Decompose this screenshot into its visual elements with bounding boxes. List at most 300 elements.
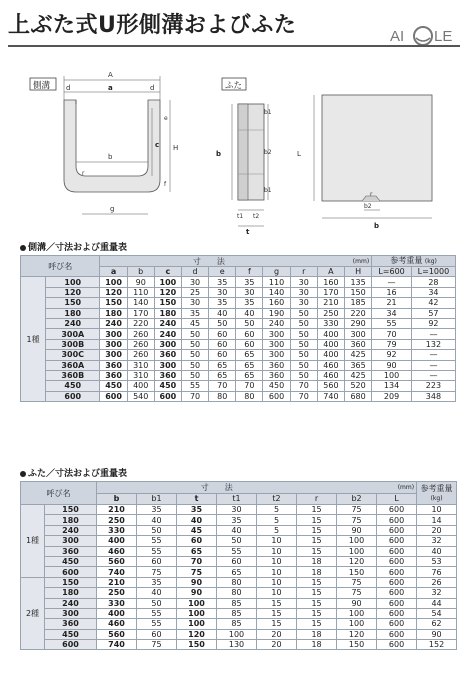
table-cell: 600 [377, 567, 417, 577]
table-cell: — [411, 350, 455, 360]
table-cell: 20 [257, 640, 297, 650]
table-cell: 75 [177, 567, 217, 577]
table-cell: 42 [411, 298, 455, 308]
table-cell: 50 [181, 339, 208, 349]
table-cell: 18 [297, 567, 337, 577]
table-cell: 150 [337, 567, 377, 577]
table-cell: 185 [345, 298, 372, 308]
table-cell: 10 [257, 556, 297, 566]
table-cell: 160 [317, 277, 344, 287]
svg-text:a: a [108, 84, 113, 92]
table-cell: 134 [372, 381, 412, 391]
cover-section-title: ふた／寸法および重量表 [20, 466, 127, 479]
svg-text:d: d [150, 84, 155, 92]
svg-text:f: f [164, 181, 167, 188]
table-cell: 30 [181, 298, 208, 308]
table-row [21, 277, 456, 287]
table-cell: 150 [177, 640, 217, 650]
table-cell: 40 [417, 546, 457, 556]
table-cell: 60 [209, 350, 236, 360]
table-cell: 10 [257, 536, 297, 546]
table-cell: 70 [177, 556, 217, 566]
table-cell: 40 [177, 515, 217, 525]
table-row [21, 287, 456, 297]
table-cell: 50 [290, 370, 317, 380]
table-cell: 180 [154, 308, 181, 318]
table-cell: 55 [137, 619, 177, 629]
group-label: 1種 [21, 277, 46, 402]
table-cell: 50 [290, 339, 317, 349]
table-cell: 300 [263, 339, 290, 349]
table-cell: 220 [127, 318, 154, 328]
table-cell: 240 [154, 318, 181, 328]
table-row [21, 556, 457, 566]
table-row [21, 515, 457, 525]
table-row [21, 598, 457, 608]
table-cell: — [411, 329, 455, 339]
table-cell: 740 [97, 640, 137, 650]
table-cell: 30 [290, 287, 317, 297]
table-cell: 15 [257, 598, 297, 608]
table-cell: 560 [97, 556, 137, 566]
table-cell: 260 [127, 329, 154, 339]
table-cell: 15 [257, 608, 297, 618]
table-cell: 32 [417, 588, 457, 598]
table-cell: 100 [177, 619, 217, 629]
table-cell: 240 [100, 318, 127, 328]
table-cell: 15 [297, 588, 337, 598]
table-cell: 92 [372, 350, 412, 360]
table-cell: 28 [411, 277, 455, 287]
svg-text:c: c [155, 141, 160, 149]
table-cell: 60 [236, 339, 263, 349]
table-cell: 75 [337, 505, 377, 515]
table-cell: 210 [97, 505, 137, 515]
table-cell: 260 [127, 339, 154, 349]
svg-text:b1: b1 [264, 109, 272, 116]
table-row [21, 577, 457, 587]
table-cell: 150 [100, 298, 127, 308]
table-cell: 30 [217, 505, 257, 515]
table-cell: 30 [290, 298, 317, 308]
svg-text:r: r [82, 170, 85, 177]
sub-header-t2: t2 [257, 493, 297, 505]
table-cell: 70 [290, 381, 317, 391]
table-cell: 50 [217, 536, 257, 546]
table-cell: 90 [372, 360, 412, 370]
table-cell: 26 [417, 577, 457, 587]
table-cell: 35 [181, 308, 208, 318]
table-cell: 50 [290, 360, 317, 370]
table-cell: 425 [345, 370, 372, 380]
sub-header-H: H [345, 267, 372, 277]
table-cell: 15 [297, 608, 337, 618]
table-cell: — [411, 370, 455, 380]
table-cell: 60 [177, 536, 217, 546]
table-cell: 10 [257, 546, 297, 556]
table-cell: 90 [177, 588, 217, 598]
table-cell: 100 [100, 277, 127, 287]
table-cell: 425 [345, 350, 372, 360]
table-cell: 70 [181, 391, 208, 401]
table-cell: 460 [317, 360, 344, 370]
table-cell: 60 [209, 329, 236, 339]
sub-header-e: e [209, 267, 236, 277]
svg-text:A: A [108, 71, 113, 79]
table-row [21, 536, 457, 546]
table-cell: 20 [257, 629, 297, 639]
table-cell: 50 [290, 318, 317, 328]
table-cell: 55 [137, 536, 177, 546]
table-cell: 15 [297, 577, 337, 587]
table-cell: 70 [290, 391, 317, 401]
table-cell: 53 [417, 556, 457, 566]
table-cell: 75 [137, 567, 177, 577]
table-cell: 260 [127, 350, 154, 360]
table-cell: 740 [317, 391, 344, 401]
table-cell: 55 [372, 318, 412, 328]
table-cell: 15 [297, 515, 337, 525]
table-cell: 180 [100, 308, 127, 318]
table-cell: 130 [217, 640, 257, 650]
row-name: 300C [46, 350, 100, 360]
table-cell: 360 [154, 350, 181, 360]
table-cell: 460 [317, 370, 344, 380]
table-cell: 300 [345, 329, 372, 339]
table-cell: 600 [377, 588, 417, 598]
gutter-table [20, 255, 456, 402]
table-cell: 65 [209, 360, 236, 370]
row-name: 300A [46, 329, 100, 339]
table-cell: 220 [345, 308, 372, 318]
col-header-dim: 寸 法 [97, 482, 337, 494]
table-cell: 57 [411, 308, 455, 318]
gutter-section-title: 側溝／寸法および重量表 [20, 240, 127, 253]
row-name: 360B [46, 370, 100, 380]
gutter-shape [64, 100, 160, 192]
table-cell: 50 [209, 318, 236, 328]
table-row [21, 619, 457, 629]
table-cell: 35 [137, 577, 177, 587]
table-cell: — [411, 360, 455, 370]
svg-text:r: r [370, 191, 373, 198]
table-cell: 140 [263, 287, 290, 297]
row-name: 100 [46, 277, 100, 287]
row-name: 450 [46, 381, 100, 391]
svg-text:b: b [374, 222, 380, 230]
table-cell: 90 [337, 525, 377, 535]
table-cell: 460 [97, 546, 137, 556]
table-cell: 35 [236, 277, 263, 287]
sub-header-b: b [127, 267, 154, 277]
table-cell: 90 [417, 629, 457, 639]
table-row [21, 308, 456, 318]
table-cell: 310 [127, 360, 154, 370]
table-row [21, 525, 457, 535]
row-name: 240 [45, 598, 97, 608]
table-cell: 450 [154, 381, 181, 391]
table-cell: 600 [263, 391, 290, 401]
table-row [21, 567, 457, 577]
table-cell: 520 [345, 381, 372, 391]
table-cell: 34 [372, 308, 412, 318]
table-cell: 120 [100, 287, 127, 297]
table-cell: 44 [417, 598, 457, 608]
table-row [21, 318, 456, 328]
table-cell: 310 [127, 370, 154, 380]
table-cell: 18 [297, 640, 337, 650]
table-cell: 60 [236, 329, 263, 339]
table-cell: 50 [236, 318, 263, 328]
sub-header-b1: b1 [137, 493, 177, 505]
table-cell: 120 [337, 556, 377, 566]
table-cell: 135 [345, 277, 372, 287]
table-cell: 210 [317, 298, 344, 308]
table-row [21, 546, 457, 556]
group-label: 1種 [21, 505, 45, 578]
table-cell: 50 [181, 370, 208, 380]
logo-text-left: AI [390, 28, 405, 45]
table-cell: 348 [411, 391, 455, 401]
sub-header-f: f [236, 267, 263, 277]
svg-text:H: H [173, 144, 179, 152]
table-cell: 100 [177, 598, 217, 608]
table-cell: 360 [345, 339, 372, 349]
table-cell: 45 [177, 525, 217, 535]
table-cell: 85 [217, 598, 257, 608]
table-cell: 120 [337, 629, 377, 639]
table-cell: 55 [137, 608, 177, 618]
table-cell: 400 [97, 608, 137, 618]
table-cell: 365 [345, 360, 372, 370]
cover-side-view [238, 104, 264, 200]
sub-header-L: L [377, 493, 417, 505]
row-name: 360 [45, 546, 97, 556]
col-header-dim-unit: (mm) [317, 256, 371, 267]
table-cell: 170 [127, 308, 154, 318]
svg-text:b2: b2 [264, 149, 272, 156]
table-cell: 680 [345, 391, 372, 401]
table-row [21, 588, 457, 598]
table-cell: 40 [236, 308, 263, 318]
table-cell: 360 [100, 370, 127, 380]
table-cell: 460 [97, 619, 137, 629]
table-cell: 300 [154, 339, 181, 349]
group-label: 2種 [21, 577, 45, 650]
table-cell: 45 [181, 318, 208, 328]
table-cell: 140 [127, 298, 154, 308]
sub-header-b2: b2 [337, 493, 377, 505]
table-cell: 250 [317, 308, 344, 318]
table-cell: 5 [257, 515, 297, 525]
table-cell: 240 [154, 329, 181, 339]
table-cell: 540 [127, 391, 154, 401]
table-cell: 40 [137, 515, 177, 525]
table-row [21, 391, 456, 401]
table-cell: 16 [372, 287, 412, 297]
table-cell: 210 [97, 577, 137, 587]
row-name: 600 [45, 640, 97, 650]
cover-plan-view [322, 95, 432, 201]
table-cell: 50 [181, 350, 208, 360]
table-cell: 15 [297, 505, 337, 515]
table-cell: 110 [127, 287, 154, 297]
table-row [21, 360, 456, 370]
table-cell: 18 [297, 556, 337, 566]
row-name: 600 [46, 391, 100, 401]
table-cell: 75 [337, 588, 377, 598]
table-cell: 50 [137, 525, 177, 535]
table-cell: 400 [317, 329, 344, 339]
table-cell: 70 [236, 381, 263, 391]
sub-header-c: c [154, 267, 181, 277]
table-cell: 330 [317, 318, 344, 328]
table-cell: 50 [137, 598, 177, 608]
sub-header-t1: t1 [217, 493, 257, 505]
svg-text:b: b [216, 150, 222, 158]
table-cell: 100 [337, 608, 377, 618]
table-cell: 110 [263, 277, 290, 287]
table-cell: 100 [337, 619, 377, 629]
table-cell: 25 [181, 287, 208, 297]
label-cover: ふた [225, 81, 243, 91]
table-cell: 15 [297, 619, 337, 629]
table-cell: 30 [290, 277, 317, 287]
sub-header-b: b [97, 493, 137, 505]
row-name: 450 [45, 629, 97, 639]
table-cell: 600 [100, 391, 127, 401]
table-cell: 70 [209, 381, 236, 391]
table-cell: 10 [257, 577, 297, 587]
table-cell: 600 [377, 619, 417, 629]
table-cell: 740 [97, 567, 137, 577]
table-cell: 21 [372, 298, 412, 308]
row-name: 180 [45, 588, 97, 598]
table-cell: 400 [127, 381, 154, 391]
table-cell: 250 [97, 515, 137, 525]
table-cell: 60 [137, 629, 177, 639]
row-name: 600 [45, 567, 97, 577]
table-cell: 15 [297, 546, 337, 556]
table-cell: 100 [372, 370, 412, 380]
table-cell: 50 [290, 329, 317, 339]
table-cell: 35 [177, 505, 217, 515]
table-cell: 120 [177, 629, 217, 639]
table-cell: 40 [137, 588, 177, 598]
table-row [21, 298, 456, 308]
table-cell: 150 [337, 640, 377, 650]
table-cell: 170 [317, 287, 344, 297]
table-row [21, 640, 457, 650]
table-cell: 90 [337, 598, 377, 608]
table-cell: 79 [372, 339, 412, 349]
sub-header-weight-0: L=600 [372, 267, 412, 277]
row-name: 150 [46, 298, 100, 308]
table-cell: 32 [417, 536, 457, 546]
table-cell: 330 [97, 598, 137, 608]
table-cell: 600 [377, 640, 417, 650]
table-cell: 450 [263, 381, 290, 391]
sub-header-d: d [181, 267, 208, 277]
table-cell: 300 [100, 350, 127, 360]
table-cell: 190 [263, 308, 290, 318]
table-row [21, 381, 456, 391]
col-header-dim: 寸 法 [100, 256, 317, 267]
table-cell: 300 [100, 329, 127, 339]
table-cell: 60 [209, 339, 236, 349]
table-cell: 75 [137, 640, 177, 650]
svg-text:b1: b1 [264, 187, 272, 194]
table-cell: 35 [137, 505, 177, 515]
table-cell: 60 [137, 556, 177, 566]
table-cell: 120 [154, 287, 181, 297]
table-cell: 85 [217, 619, 257, 629]
row-name: 150 [45, 505, 97, 515]
cover-table [20, 481, 457, 650]
table-cell: 80 [236, 391, 263, 401]
page-title: 上ぶた式U形側溝およびふた [8, 13, 297, 38]
table-cell: 50 [290, 308, 317, 318]
table-cell: 132 [411, 339, 455, 349]
table-cell: 18 [297, 629, 337, 639]
svg-text:g: g [110, 205, 115, 213]
table-row [21, 629, 457, 639]
table-cell: 15 [297, 536, 337, 546]
table-cell: 250 [97, 588, 137, 598]
svg-text:b: b [108, 153, 113, 161]
sub-header-g: g [263, 267, 290, 277]
table-cell: 560 [317, 381, 344, 391]
drawing-area [0, 0, 474, 240]
table-cell: 450 [100, 381, 127, 391]
table-cell: — [372, 277, 412, 287]
col-header-name: 呼び名 [21, 256, 100, 277]
table-cell: 300 [154, 360, 181, 370]
col-header-weight: 参考重量 (kg) [372, 256, 456, 267]
col-header-weight: 参考重量 (kg) [417, 482, 457, 505]
table-cell: 100 [337, 536, 377, 546]
row-name: 240 [46, 318, 100, 328]
table-cell: 65 [209, 370, 236, 380]
sub-header-r: r [290, 267, 317, 277]
table-cell: 400 [97, 536, 137, 546]
row-name: 180 [46, 308, 100, 318]
table-cell: 560 [97, 629, 137, 639]
table-cell: 65 [177, 546, 217, 556]
table-cell: 40 [217, 525, 257, 535]
table-cell: 400 [317, 339, 344, 349]
table-cell: 40 [209, 308, 236, 318]
table-cell: 360 [100, 360, 127, 370]
table-cell: 600 [377, 525, 417, 535]
sub-header-a: a [100, 267, 127, 277]
table-cell: 330 [97, 525, 137, 535]
table-cell: 70 [372, 329, 412, 339]
sub-header-r: r [297, 493, 337, 505]
table-cell: 15 [297, 525, 337, 535]
table-cell: 100 [177, 608, 217, 618]
table-cell: 35 [217, 515, 257, 525]
svg-text:b2: b2 [364, 203, 372, 210]
table-cell: 50 [181, 360, 208, 370]
table-cell: 600 [377, 608, 417, 618]
table-cell: 10 [257, 588, 297, 598]
row-name: 450 [45, 556, 97, 566]
svg-text:t: t [246, 228, 250, 236]
table-cell: 62 [417, 619, 457, 629]
table-cell: 55 [137, 546, 177, 556]
table-cell: 10 [257, 567, 297, 577]
